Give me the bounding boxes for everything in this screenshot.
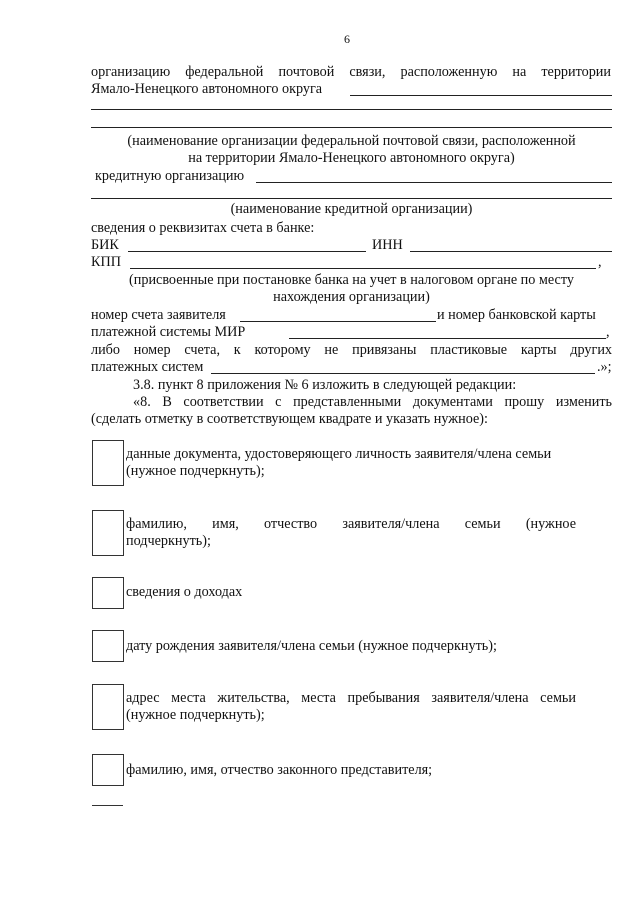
checkbox-full-name-label-line1: фамилию, имя, отчество заявителя/члена семьи (нужное — [126, 516, 576, 532]
postal-org-field-line — [350, 95, 612, 96]
mir-label: платежной системы МИР — [91, 324, 246, 340]
checkbox-birth-date-label: дату рождения заявителя/члена семьи (нужное подчеркнуть); — [126, 638, 497, 654]
checkbox-address-label-line2: (нужное подчеркнуть); — [126, 707, 265, 723]
paragraph-8-line2: (сделать отметку в соответствующем квадрате и указать нужное): — [91, 411, 488, 427]
item-3-8: 3.8. пункт 8 приложения № 6 изложить в следующей редакции: — [133, 377, 517, 393]
bik-field-line — [128, 251, 366, 252]
card-number-label: и номер банковской карты — [437, 307, 596, 323]
kpp-end-comma: , — [598, 254, 602, 270]
bik-label: БИК — [91, 237, 119, 253]
postal-org-text-line2: Ямало-Ненецкого автономного округа — [91, 81, 323, 97]
inn-field-line — [410, 251, 612, 252]
page-number: 6 — [344, 32, 350, 46]
credit-org-label: кредитную организацию — [95, 168, 245, 184]
checkbox-document-data-label-line1: данные документа, удостоверяющего личность заявителя/члена семьи — [126, 446, 552, 462]
bank-reg-caption-line1: (присвоенные при постановке банка на учет в налоговом органе по месту — [129, 272, 574, 288]
checkbox-income-info-label: сведения о доходах — [126, 584, 243, 600]
checkbox-full-name[interactable] — [92, 510, 124, 556]
mir-end-comma: , — [606, 324, 610, 340]
postal-org-caption-line2: на территории Ямало-Ненецкого автономного округа) — [188, 150, 515, 166]
checkbox-document-data-label-line2: (нужное подчеркнуть); — [126, 463, 265, 479]
checkbox-document-data[interactable] — [92, 440, 124, 486]
postal-org-caption-line1: (наименование организации федеральной почтовой связи, расположенной — [127, 133, 576, 149]
account-number-label: номер счета заявителя — [91, 307, 226, 323]
checkbox-partial-edge — [92, 805, 123, 806]
other-account-line1: либо номер счета, к которому не привязаны пластиковые карты других — [91, 342, 612, 358]
other-account-line2: платежных систем — [91, 359, 204, 375]
inn-label: ИНН — [372, 237, 403, 253]
checkbox-birth-date[interactable] — [92, 630, 124, 662]
paragraph-8-line1: «8. В соответствии с представленными документами прошу изменить — [133, 394, 612, 410]
kpp-label: КПП — [91, 254, 121, 270]
checkbox-income-info[interactable] — [92, 577, 124, 609]
mir-field-line — [289, 338, 606, 339]
checkbox-representative-name[interactable] — [92, 754, 124, 786]
checkbox-address-label-line1: адрес места жительства, места пребывания заявителя/члена семьи — [126, 690, 576, 706]
postal-org-field-line-3 — [91, 127, 612, 128]
credit-org-caption: (наименование кредитной организации) — [230, 201, 473, 217]
checkbox-address[interactable] — [92, 684, 124, 730]
bank-details-label: сведения о реквизитах счета в банке: — [91, 220, 315, 236]
checkbox-representative-name-label: фамилию, имя, отчество законного представителя; — [126, 762, 433, 778]
credit-org-field-line-2 — [91, 198, 612, 199]
credit-org-field-line — [256, 182, 612, 183]
account-number-field-line — [240, 321, 436, 322]
postal-org-text-line1: организацию федеральной почтовой связи, расположенную на территории — [91, 64, 611, 80]
kpp-field-line — [130, 268, 596, 269]
other-account-field-line — [211, 373, 595, 374]
bank-reg-caption-line2: нахождения организации) — [273, 289, 430, 305]
checkbox-full-name-label-line2: подчеркнуть); — [126, 533, 211, 549]
postal-org-field-line-2 — [91, 109, 612, 110]
other-account-end: .»; — [597, 359, 612, 375]
